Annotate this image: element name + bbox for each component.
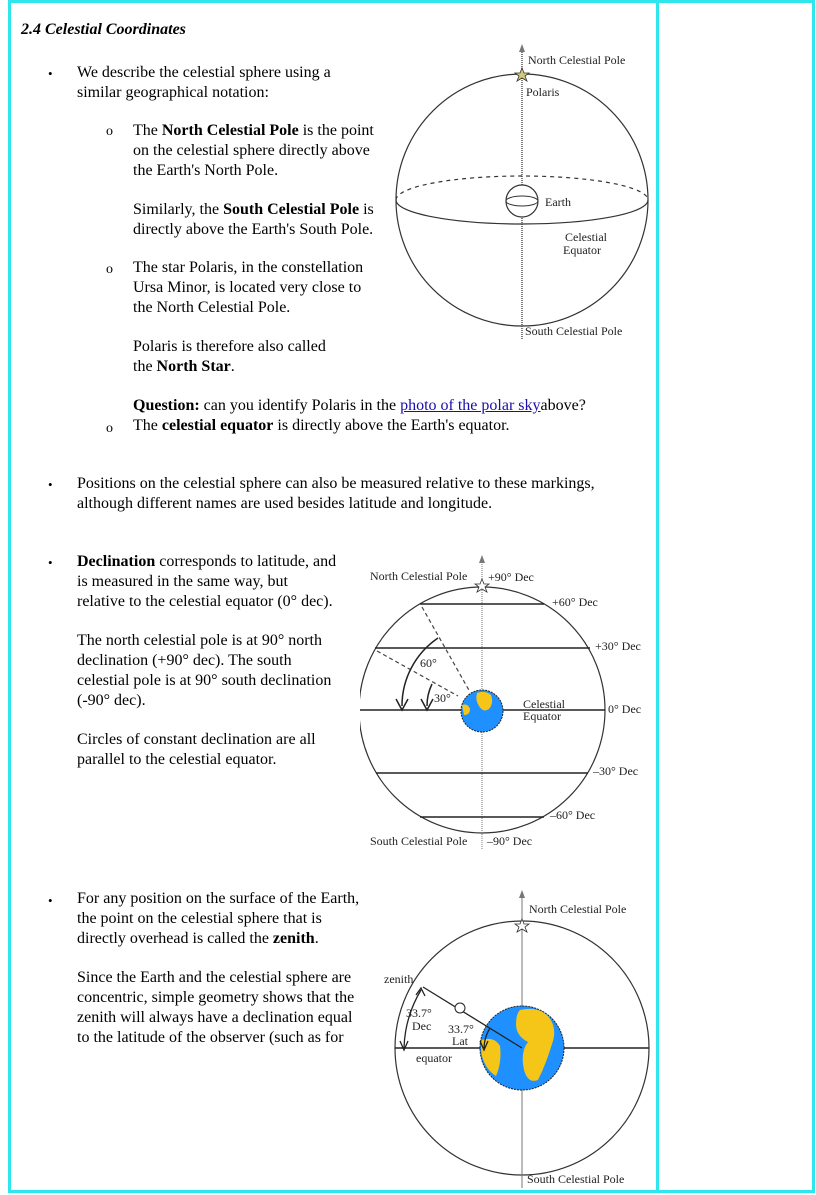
text-line: The north celestial pole is at 90° north bbox=[77, 632, 322, 649]
sub-bullet-glyph: o bbox=[106, 262, 113, 277]
text-line: Circles of constant declination are all bbox=[77, 731, 316, 748]
right-empty-column bbox=[659, 3, 812, 1190]
sub-bullet-north-celestial-pole bbox=[133, 121, 374, 240]
svg-text:–60° Dec: –60° Dec bbox=[550, 808, 596, 822]
bullet-2-text bbox=[77, 474, 595, 514]
text-line: The North Celestial Pole is the point bbox=[133, 122, 374, 139]
svg-text:equator: equator bbox=[416, 1051, 452, 1065]
svg-text:North Celestial Pole: North Celestial Pole bbox=[528, 53, 626, 67]
bullet-glyph: • bbox=[48, 66, 53, 81]
bullet-glyph: • bbox=[48, 477, 53, 492]
svg-text:North Celestial Pole: North Celestial Pole bbox=[370, 569, 468, 583]
text-line: similar geographical notation: bbox=[77, 84, 269, 101]
text-line: is measured in the same way, but bbox=[77, 573, 288, 590]
svg-text:zenith: zenith bbox=[384, 972, 414, 986]
term-north-celestial-pole: North Celestial Pole bbox=[161, 122, 299, 139]
text-line: the North Star. bbox=[133, 358, 235, 375]
svg-text:33.7°: 33.7° bbox=[448, 1022, 474, 1036]
question-line: Question: can you identify Polaris in the photo of the polar skyabove? bbox=[133, 397, 586, 414]
svg-text:North Celestial Pole: North Celestial Pole bbox=[529, 902, 627, 916]
svg-text:Dec: Dec bbox=[412, 1019, 432, 1033]
zenith-diagram bbox=[380, 885, 655, 1190]
text-line: celestial pole is at 90° south declination bbox=[77, 672, 332, 689]
text-line: declination (+90° dec). The south bbox=[77, 652, 292, 669]
section-heading: 2.4 Celestial Coordinates bbox=[21, 21, 186, 38]
svg-text:+60° Dec: +60° Dec bbox=[552, 595, 598, 609]
text-line: Ursa Minor, is located very close to bbox=[133, 279, 362, 296]
svg-text:Polaris: Polaris bbox=[526, 85, 560, 99]
svg-text:33.7°: 33.7° bbox=[406, 1006, 432, 1020]
svg-text:–90° Dec: –90° Dec bbox=[487, 834, 533, 848]
text-line: (-90° dec). bbox=[77, 692, 146, 709]
text-line: although different names are used besides latitude and longitude. bbox=[77, 495, 493, 512]
text-line: Polaris is therefore also called bbox=[133, 338, 326, 355]
svg-text:Equator: Equator bbox=[563, 243, 601, 257]
svg-text:South Celestial Pole: South Celestial Pole bbox=[525, 324, 623, 338]
sub-bullet-glyph: o bbox=[106, 421, 113, 436]
svg-text:0° Dec: 0° Dec bbox=[608, 702, 642, 716]
term-zenith: zenith bbox=[272, 930, 315, 947]
svg-text:+90° Dec: +90° Dec bbox=[488, 570, 534, 584]
text-line: concentric, simple geometry shows that the bbox=[77, 989, 355, 1006]
svg-text:+30° Dec: +30° Dec bbox=[595, 639, 641, 653]
svg-text:South Celestial Pole: South Celestial Pole bbox=[527, 1172, 625, 1186]
text-line: the point on the celestial sphere that is bbox=[77, 910, 322, 927]
text-line: Since the Earth and the celestial sphere are bbox=[77, 969, 352, 986]
svg-text:30°: 30° bbox=[434, 691, 451, 705]
bullet-glyph: • bbox=[48, 555, 53, 570]
text-line: the Earth's North Pole. bbox=[133, 162, 279, 179]
bullet-glyph: • bbox=[48, 893, 53, 908]
celestial-sphere-diagram bbox=[390, 38, 655, 343]
svg-text:–30° Dec: –30° Dec bbox=[593, 764, 639, 778]
term-declination: Declination bbox=[77, 553, 156, 570]
earth-globe-icon bbox=[461, 690, 503, 732]
text-line: Positions on the celestial sphere can also be measured relative to these markings, bbox=[77, 475, 595, 492]
polaris-star-icon bbox=[515, 68, 529, 81]
svg-text:Celestial: Celestial bbox=[565, 230, 607, 244]
term-south-celestial-pole: South Celestial Pole bbox=[223, 201, 360, 218]
text-line: relative to the celestial equator (0° dec). bbox=[77, 593, 333, 610]
text-line: For any position on the surface of the Earth, bbox=[77, 890, 360, 907]
text-line: The star Polaris, in the constellation bbox=[133, 259, 364, 276]
svg-text:Earth: Earth bbox=[545, 195, 571, 209]
svg-text:South Celestial Pole: South Celestial Pole bbox=[370, 834, 468, 848]
term-north-star: North Star bbox=[156, 358, 231, 375]
text-line: We describe the celestial sphere using a bbox=[77, 64, 331, 81]
bullet-3-declination bbox=[77, 552, 336, 770]
question-label: Question: bbox=[133, 397, 200, 414]
declination-diagram bbox=[360, 548, 660, 853]
svg-text:Celestial: Celestial bbox=[523, 697, 565, 711]
text-line: directly above the Earth's South Pole. bbox=[133, 221, 374, 238]
text-line: parallel to the celestial equator. bbox=[77, 751, 277, 768]
svg-text:Lat: Lat bbox=[452, 1034, 468, 1048]
text-line: on the celestial sphere directly above bbox=[133, 142, 370, 159]
svg-text:60°: 60° bbox=[420, 656, 437, 670]
text-line: the North Celestial Pole. bbox=[133, 299, 291, 316]
term-celestial-equator: celestial equator bbox=[161, 417, 274, 434]
text-line: to the latitude of the observer (such as for bbox=[77, 1029, 344, 1046]
bullet-4-zenith bbox=[77, 889, 359, 1048]
text-line: zenith will always have a declination equal bbox=[77, 1009, 353, 1026]
text-line: Declination corresponds to latitude, and bbox=[77, 553, 337, 570]
text-line: Similarly, the South Celestial Pole is bbox=[133, 201, 374, 218]
svg-text:Equator: Equator bbox=[523, 709, 561, 723]
bullet-1-text bbox=[77, 63, 331, 103]
polar-sky-photo-link[interactable]: photo of the polar sky bbox=[400, 397, 541, 414]
sub-bullet-celestial-equator: The celestial equator is directly above the Earth's equator. bbox=[133, 417, 510, 434]
sub-bullet-glyph: o bbox=[106, 124, 113, 139]
text-line: directly overhead is called the zenith. bbox=[77, 930, 319, 947]
